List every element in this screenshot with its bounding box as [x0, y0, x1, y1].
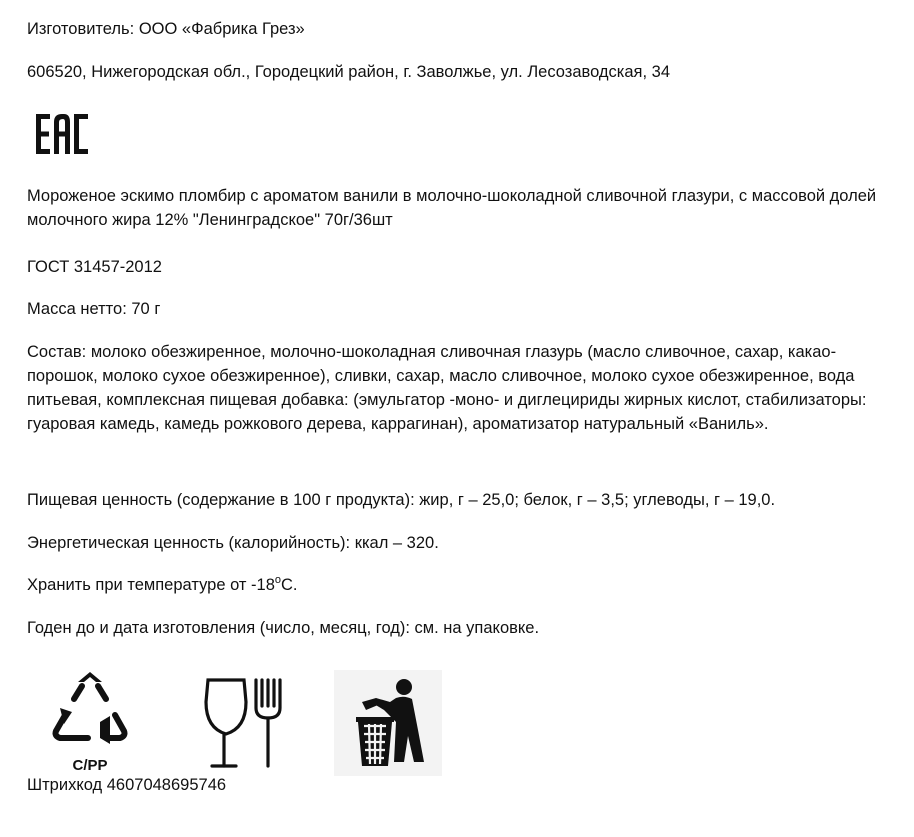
storage-text: Хранить при температуре от -18 [27, 576, 275, 594]
eac-mark [36, 112, 92, 158]
barcode-line: Штрихкод 4607048695746 [27, 776, 227, 794]
tidyman-icon [334, 670, 442, 776]
manufacturer-line: Изготовитель: ООО «Фабрика Грез» [27, 20, 305, 38]
standard-line: ГОСТ 31457-2012 [27, 258, 162, 276]
degree-mark: о [274, 574, 282, 586]
net-weight-line: Масса нетто: 70 г [27, 300, 161, 318]
expiry-line: Годен до и дата изготовления (число, месяц, год): см. на упаковке. [27, 619, 540, 637]
ingredients-paragraph: Состав: молоко обезжиренное, молочно-шоколадная сливочная глазурь (масло сливочное, сахар, какао-порошок, молоко сухое обезжиренное), сливки, сахар, масло сливочное, молоко сухое обезжиренное, вода питьевая, комплексная пищевая добавка: (эмульгатор -моно- и диглецириды жирных кислот, стабилизаторы: гуаровая камедь, камедь рожкового дерева, каррагинан), ароматизатор натуральный «Ваниль». [27, 343, 867, 433]
energy-line: Энергетическая ценность (калорийность): ккал – 320. [27, 534, 439, 552]
product-name: Мороженое эскимо пломбир с ароматом ванили в молочно-шоколадной сливочной глазури, с массовой долей молочного жира 12% "Ленинградское" 70г/36шт [27, 187, 877, 229]
glass-fork-icon [196, 676, 288, 772]
nutrition-line: Пищевая ценность (содержание в 100 г продукта): жир, г – 25,0; белок, г – 3,5; углеводы, г – 19,0. [27, 491, 776, 509]
address-line: 606520, Нижегородская обл., Городецкий район, г. Заволжье, ул. Лесозаводская, 34 [27, 63, 670, 81]
recycle-label: C/PP [72, 757, 108, 774]
recycle-icon [44, 668, 136, 780]
storage-unit: С. [281, 576, 298, 594]
storage-line [27, 574, 900, 598]
